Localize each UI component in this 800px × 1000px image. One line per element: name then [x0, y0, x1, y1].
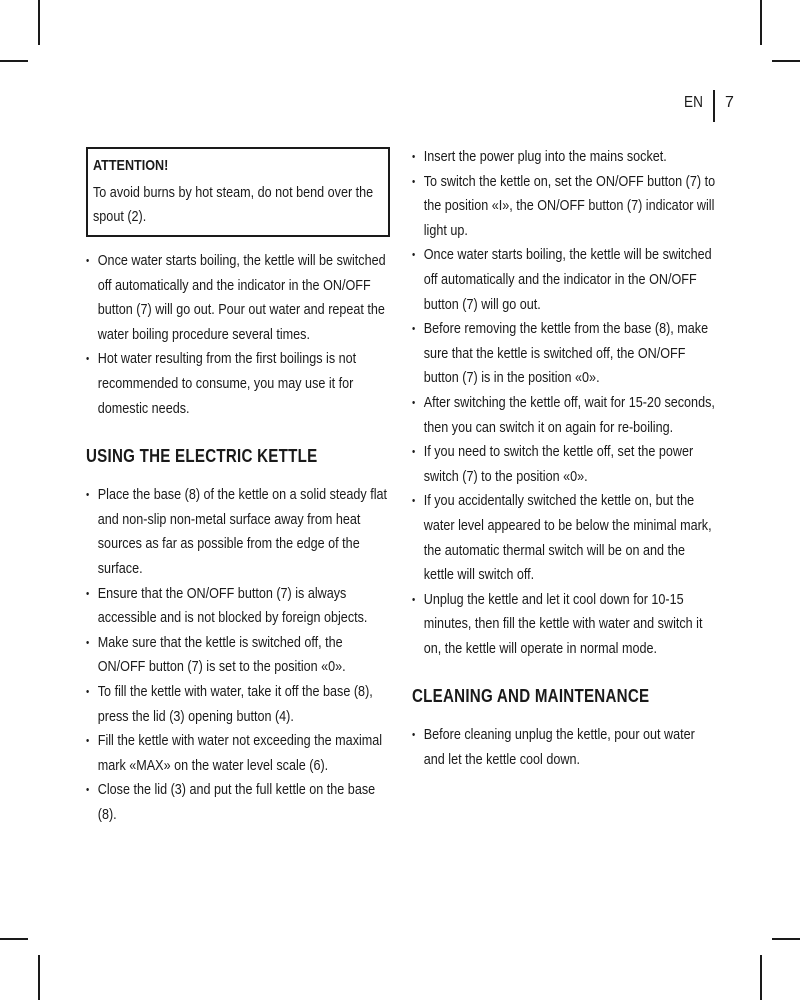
crop-mark-bottom-right-vertical: [760, 955, 762, 1000]
left-bullets-wrapper: [86, 249, 390, 827]
section-title-cleaning: CLEANING AND MAINTENANCE: [412, 686, 650, 707]
bullet-icon: •: [86, 636, 90, 649]
bullet-icon: •: [86, 255, 90, 267]
attention-text: To avoid burns by hot steam, do not bend over the spout (2).: [93, 184, 374, 225]
crop-mark-top-left-horizontal: [0, 60, 28, 62]
list-item: • If you accidentally switched the kettle on, but the water level appeared to be below the minimal mark, the automatic thermal switch will be on and the kettle will switch off.: [412, 489, 716, 587]
left-column: [86, 145, 390, 827]
bullet-icon: •: [86, 489, 90, 502]
page-header: [660, 90, 750, 122]
bullet-icon: •: [86, 353, 90, 366]
attention-title: ATTENTION!: [93, 157, 169, 174]
right-column: [412, 145, 716, 773]
attention-box: [86, 147, 390, 237]
crop-mark-bottom-right-horizontal: [772, 938, 800, 940]
bullet-icon: •: [412, 323, 416, 336]
list-item: • Once water starts boiling, the kettle will be switched off automatically and the indicator in the ON/OFF button (7) will go out.: [412, 243, 716, 317]
bullet-icon: •: [86, 685, 90, 698]
bullet-icon: •: [412, 396, 416, 409]
left-bullets-section: [86, 483, 390, 827]
left-bullets-top: [86, 249, 390, 421]
list-item: • Make sure that the kettle is switched off, the ON/OFF button (7) is set to the position «0».: [86, 631, 390, 680]
list-item: • Before removing the kettle from the base (8), make sure that the kettle is switched off, the ON/OFF button (7) is in the position «0».: [412, 317, 716, 391]
list-item: • Place the base (8) of the kettle on a solid steady flat and non-slip non-metal surface away from heat sources as far as possible from the edge of the surface.: [86, 483, 390, 581]
bullet-icon: •: [412, 446, 416, 459]
list-item: • To switch the kettle on, set the ON/OFF button (7) to the position «I», the ON/OFF button (7) indicator will light up.: [412, 170, 716, 244]
bullet-icon: •: [86, 735, 90, 748]
list-item: • Once water starts boiling, the kettle will be switched off automatically and the indicator in the ON/OFF button (7) will go out. Pour out water and repeat the water boiling procedure several times.: [86, 249, 390, 347]
header-divider: [713, 90, 715, 122]
crop-mark-bottom-left-horizontal: [0, 938, 28, 940]
list-item: • To fill the kettle with water, take it off the base (8), press the lid (3) opening button (4).: [86, 680, 390, 729]
right-bullets-section: [412, 723, 716, 772]
bullet-icon: •: [412, 593, 416, 606]
page-number: 7: [725, 94, 734, 111]
right-bullets-wrapper: [412, 145, 716, 773]
list-item: • Fill the kettle with water not exceeding the maximal mark «MAX» on the water level scale (6).: [86, 729, 390, 778]
language-code: EN: [684, 94, 703, 111]
bullet-icon: •: [412, 175, 416, 188]
section-title-using: USING THE ELECTRIC KETTLE: [86, 446, 318, 467]
bullet-icon: •: [86, 587, 90, 600]
list-item: • Unplug the kettle and let it cool down for 10-15 minutes, then fill the kettle with water and switch it on, the kettle will operate in normal mode.: [412, 588, 716, 662]
right-bullets-top: [412, 145, 716, 661]
list-item: • Close the lid (3) and put the full kettle on the base (8).: [86, 778, 390, 827]
list-item: • After switching the kettle off, wait for 15-20 seconds, then you can switch it on again for re-boiling.: [412, 391, 716, 440]
crop-mark-top-right-vertical: [760, 0, 762, 45]
bullet-icon: •: [412, 495, 416, 508]
bullet-icon: •: [412, 249, 416, 262]
list-item: • Ensure that the ON/OFF button (7) is always accessible and is not blocked by foreign objects.: [86, 582, 390, 631]
list-item: • Before cleaning unplug the kettle, pour out water and let the kettle cool down.: [412, 723, 716, 772]
crop-mark-top-right-horizontal: [772, 60, 800, 62]
list-item: • If you need to switch the kettle off, set the power switch (7) to the position «0».: [412, 440, 716, 489]
crop-mark-top-left-vertical: [38, 0, 40, 45]
bullet-icon: •: [412, 729, 416, 742]
list-item: • Hot water resulting from the first boilings is not recommended to consume, you may use it for domestic needs.: [86, 347, 390, 421]
crop-mark-bottom-left-vertical: [38, 955, 40, 1000]
bullet-icon: •: [86, 784, 90, 797]
bullet-icon: •: [412, 151, 416, 163]
list-item: • Insert the power plug into the mains socket.: [412, 145, 716, 170]
